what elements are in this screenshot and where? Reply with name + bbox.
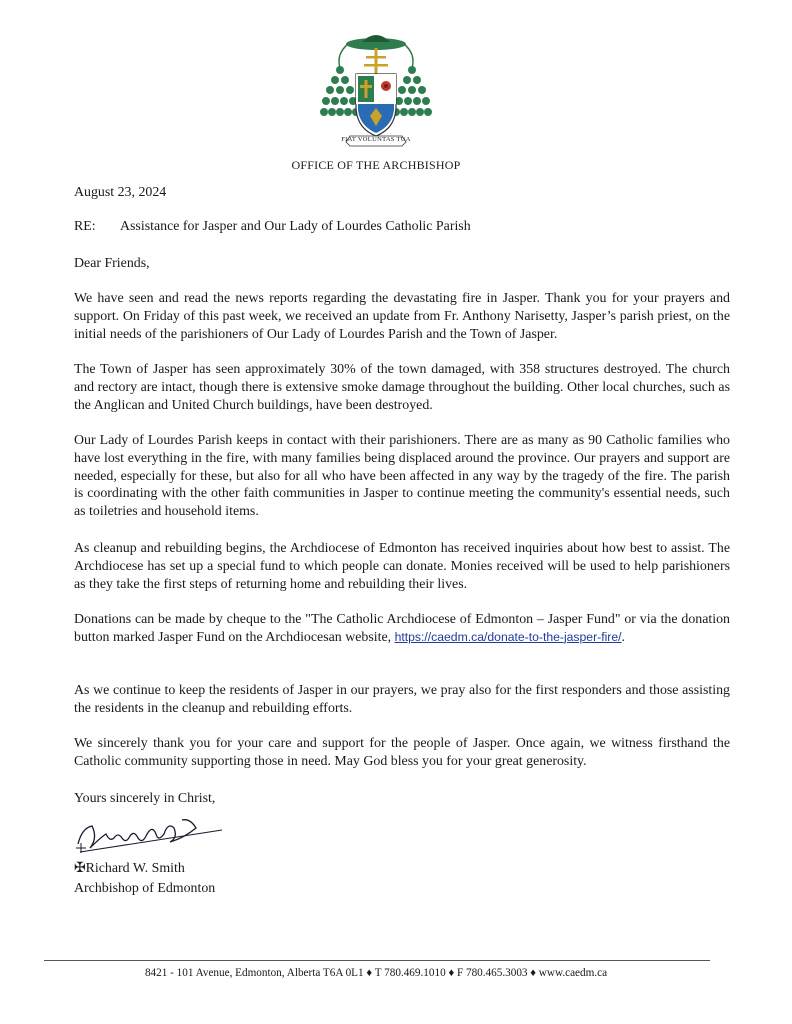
re-label: RE: — [74, 219, 96, 234]
coat-of-arms-logo — [318, 24, 434, 148]
donation-link[interactable]: https://caedm.ca/donate-to-the-jasper-fire/ — [394, 629, 622, 644]
paragraph: The Town of Jasper has seen approximately 30% of the town damaged, with 358 structures destroyed. The church and rectory are intact, though there is extensive smoke damage throughout the building. Other local churches, such as the Anglican and United Church buildings, have been destroyed. — [74, 362, 730, 413]
donation-text: Donations can be made by cheque to the "The Catholic Archdiocese of Edmonton – Jasper Fund" or via the donation button marked Jasper Fund on the Archdiocesan website, — [74, 612, 730, 645]
signer-title: Archbishop of Edmonton — [74, 881, 216, 896]
paragraph: We sincerely thank you for your care and support for the people of Jasper. Once again, we witness firsthand the Catholic community supporting those in need. May God bless you for your great generosity. — [74, 736, 730, 769]
crest-motto: FIAT VOLUNTAS TUA — [341, 136, 411, 143]
paragraph: Our Lady of Lourdes Parish keeps in contact with their parishioners. There are as many as 90 Catholic families who have lost everything in the fire, with many families being displaced around the province. Our prayers and support are needed, especially for these, but also for all who have been affected in any way by the tragedy of the fire. The parish is coordinating with the other faith communities in Jasper to continue meeting the community's essential needs, such as toiletries and household items. — [74, 433, 730, 520]
letter-date: August 23, 2024 — [74, 185, 167, 200]
donation-paragraph — [74, 611, 730, 647]
footer-divider — [44, 960, 710, 961]
paragraph: As cleanup and rebuilding begins, the Archdiocese of Edmonton has received inquiries about how best to assist. The Archdiocese has set up a special fund to which people can donate. Monies received will be used to help parishioners as they take the first steps of returning home and rebuilding their lives. — [74, 541, 730, 592]
office-heading: OFFICE OF THE ARCHBISHOP — [291, 158, 461, 172]
signer-name: ✠Richard W. Smith — [74, 861, 185, 876]
paragraph: As we continue to keep the residents of Jasper in our prayers, we pray also for the first responders and those assisting the residents in the cleanup and rebuilding efforts. — [74, 683, 730, 716]
donation-after: . — [621, 629, 625, 645]
paragraph: We have seen and read the news reports regarding the devastating fire in Jasper. Thank you for your prayers and support. On Friday of this past week, we received an update from Fr. Anthony Narisetty, Jasper’s parish priest, on the initial needs of the parishioners of Our Lady of Lourdes Parish and the Town of Jasper. — [74, 291, 730, 342]
re-line — [74, 218, 730, 236]
greeting: Dear Friends, — [74, 256, 150, 271]
handwritten-signature — [72, 808, 228, 862]
closing: Yours sincerely in Christ, — [74, 791, 216, 806]
re-subject: Assistance for Jasper and Our Lady of Lourdes Catholic Parish — [120, 219, 471, 234]
footer-address: 8421 - 101 Avenue, Edmonton, Alberta T6A 0L1 ♦ T 780.469.1010 ♦ F 780.465.3003 ♦ www.caedm.ca — [144, 967, 608, 979]
